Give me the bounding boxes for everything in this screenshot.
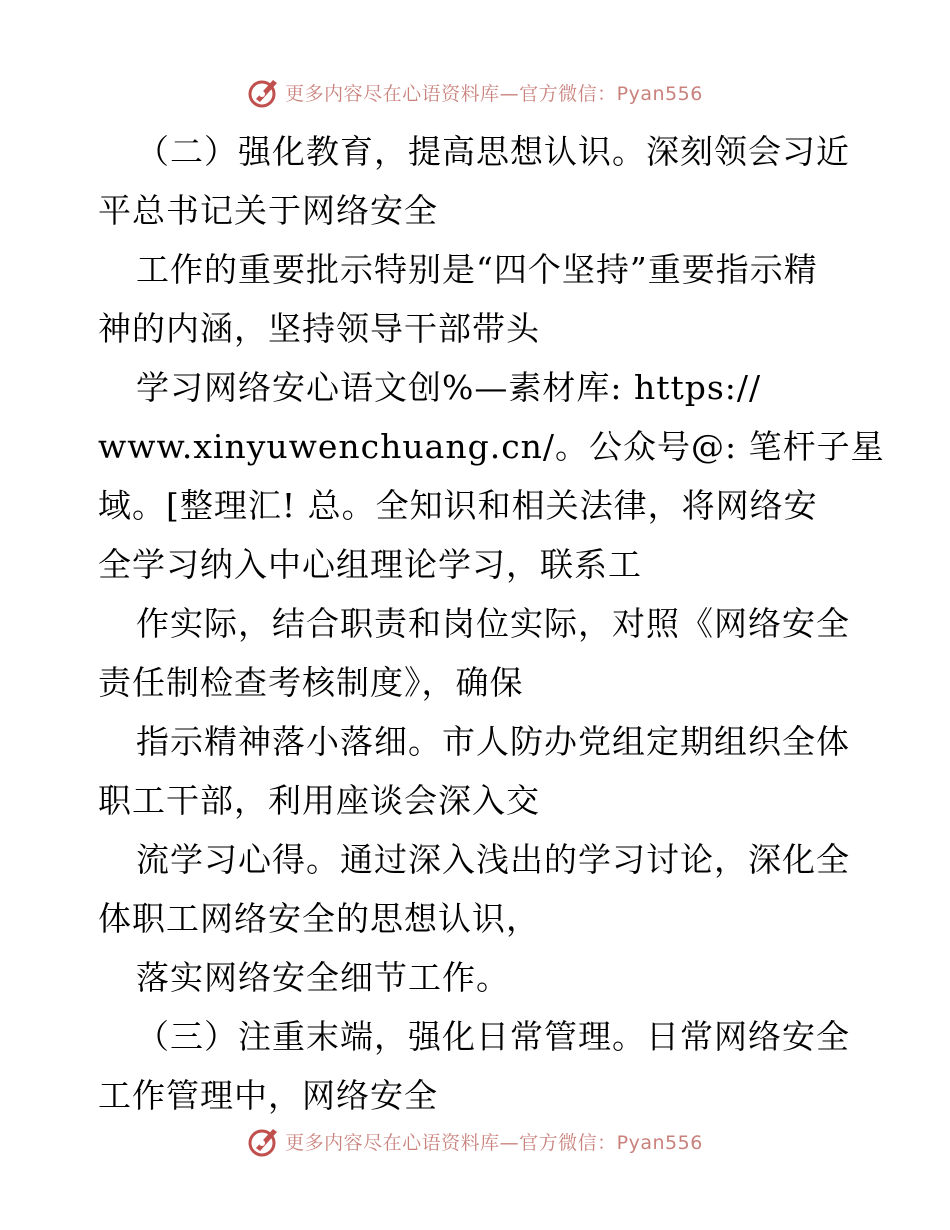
paragraph-line: 学习网络安心语文创%—素材库: https:// <box>136 368 762 407</box>
paragraph-line: （三）注重末端，强化日常管理。日常网络安全 <box>136 1017 850 1056</box>
paragraph-line: 工作管理中，网络安全 <box>98 1076 438 1115</box>
paragraph-line: 域。[整理汇! 总。全知识和相关法律，将网络安 <box>98 486 818 525</box>
paragraph-line: 神的内涵，坚持领导干部带头 <box>98 309 540 348</box>
paragraph-line: 体职工网络安全的思想认识， <box>98 899 540 938</box>
paragraph-line: 职工干部，利用座谈会深入交 <box>98 781 540 820</box>
paragraph-line: 作实际，结合职责和岗位实际，对照《网络安全 <box>136 604 850 643</box>
paragraph-line: 平总书记关于网络安全 <box>98 191 438 230</box>
paragraph-line: 指示精神落小落细。市人防办党组定期组织全体 <box>136 722 850 761</box>
quill-logo-icon <box>247 75 281 109</box>
watermark-text: 更多内容尽在心语资料库—官方微信：Pyan556 <box>285 82 703 105</box>
watermark-text: 更多内容尽在心语资料库—官方微信：Pyan556 <box>285 1131 703 1154</box>
paragraph-line: （二）强化教育，提高思想认识。深刻领会习近 <box>136 132 850 171</box>
paragraph-line: 全学习纳入中心组理论学习，联系工 <box>98 545 642 584</box>
header-watermark <box>0 72 950 112</box>
paragraph-line: 流学习心得。通过深入浅出的学习讨论，深化全 <box>136 840 850 879</box>
paragraph-line: www.xinyuwenchuang.cn/。公众号@: 笔杆子星 <box>98 427 885 466</box>
paragraph-line: 工作的重要批示特别是“四个坚持”重要指示精 <box>136 250 818 289</box>
quill-logo-icon <box>247 1124 281 1158</box>
paragraph-line: 落实网络安全细节工作。 <box>136 958 510 997</box>
paragraph-line: 责任制检查考核制度》，确保 <box>98 663 524 702</box>
document-body <box>98 122 885 1125</box>
footer-watermark <box>0 1121 950 1161</box>
